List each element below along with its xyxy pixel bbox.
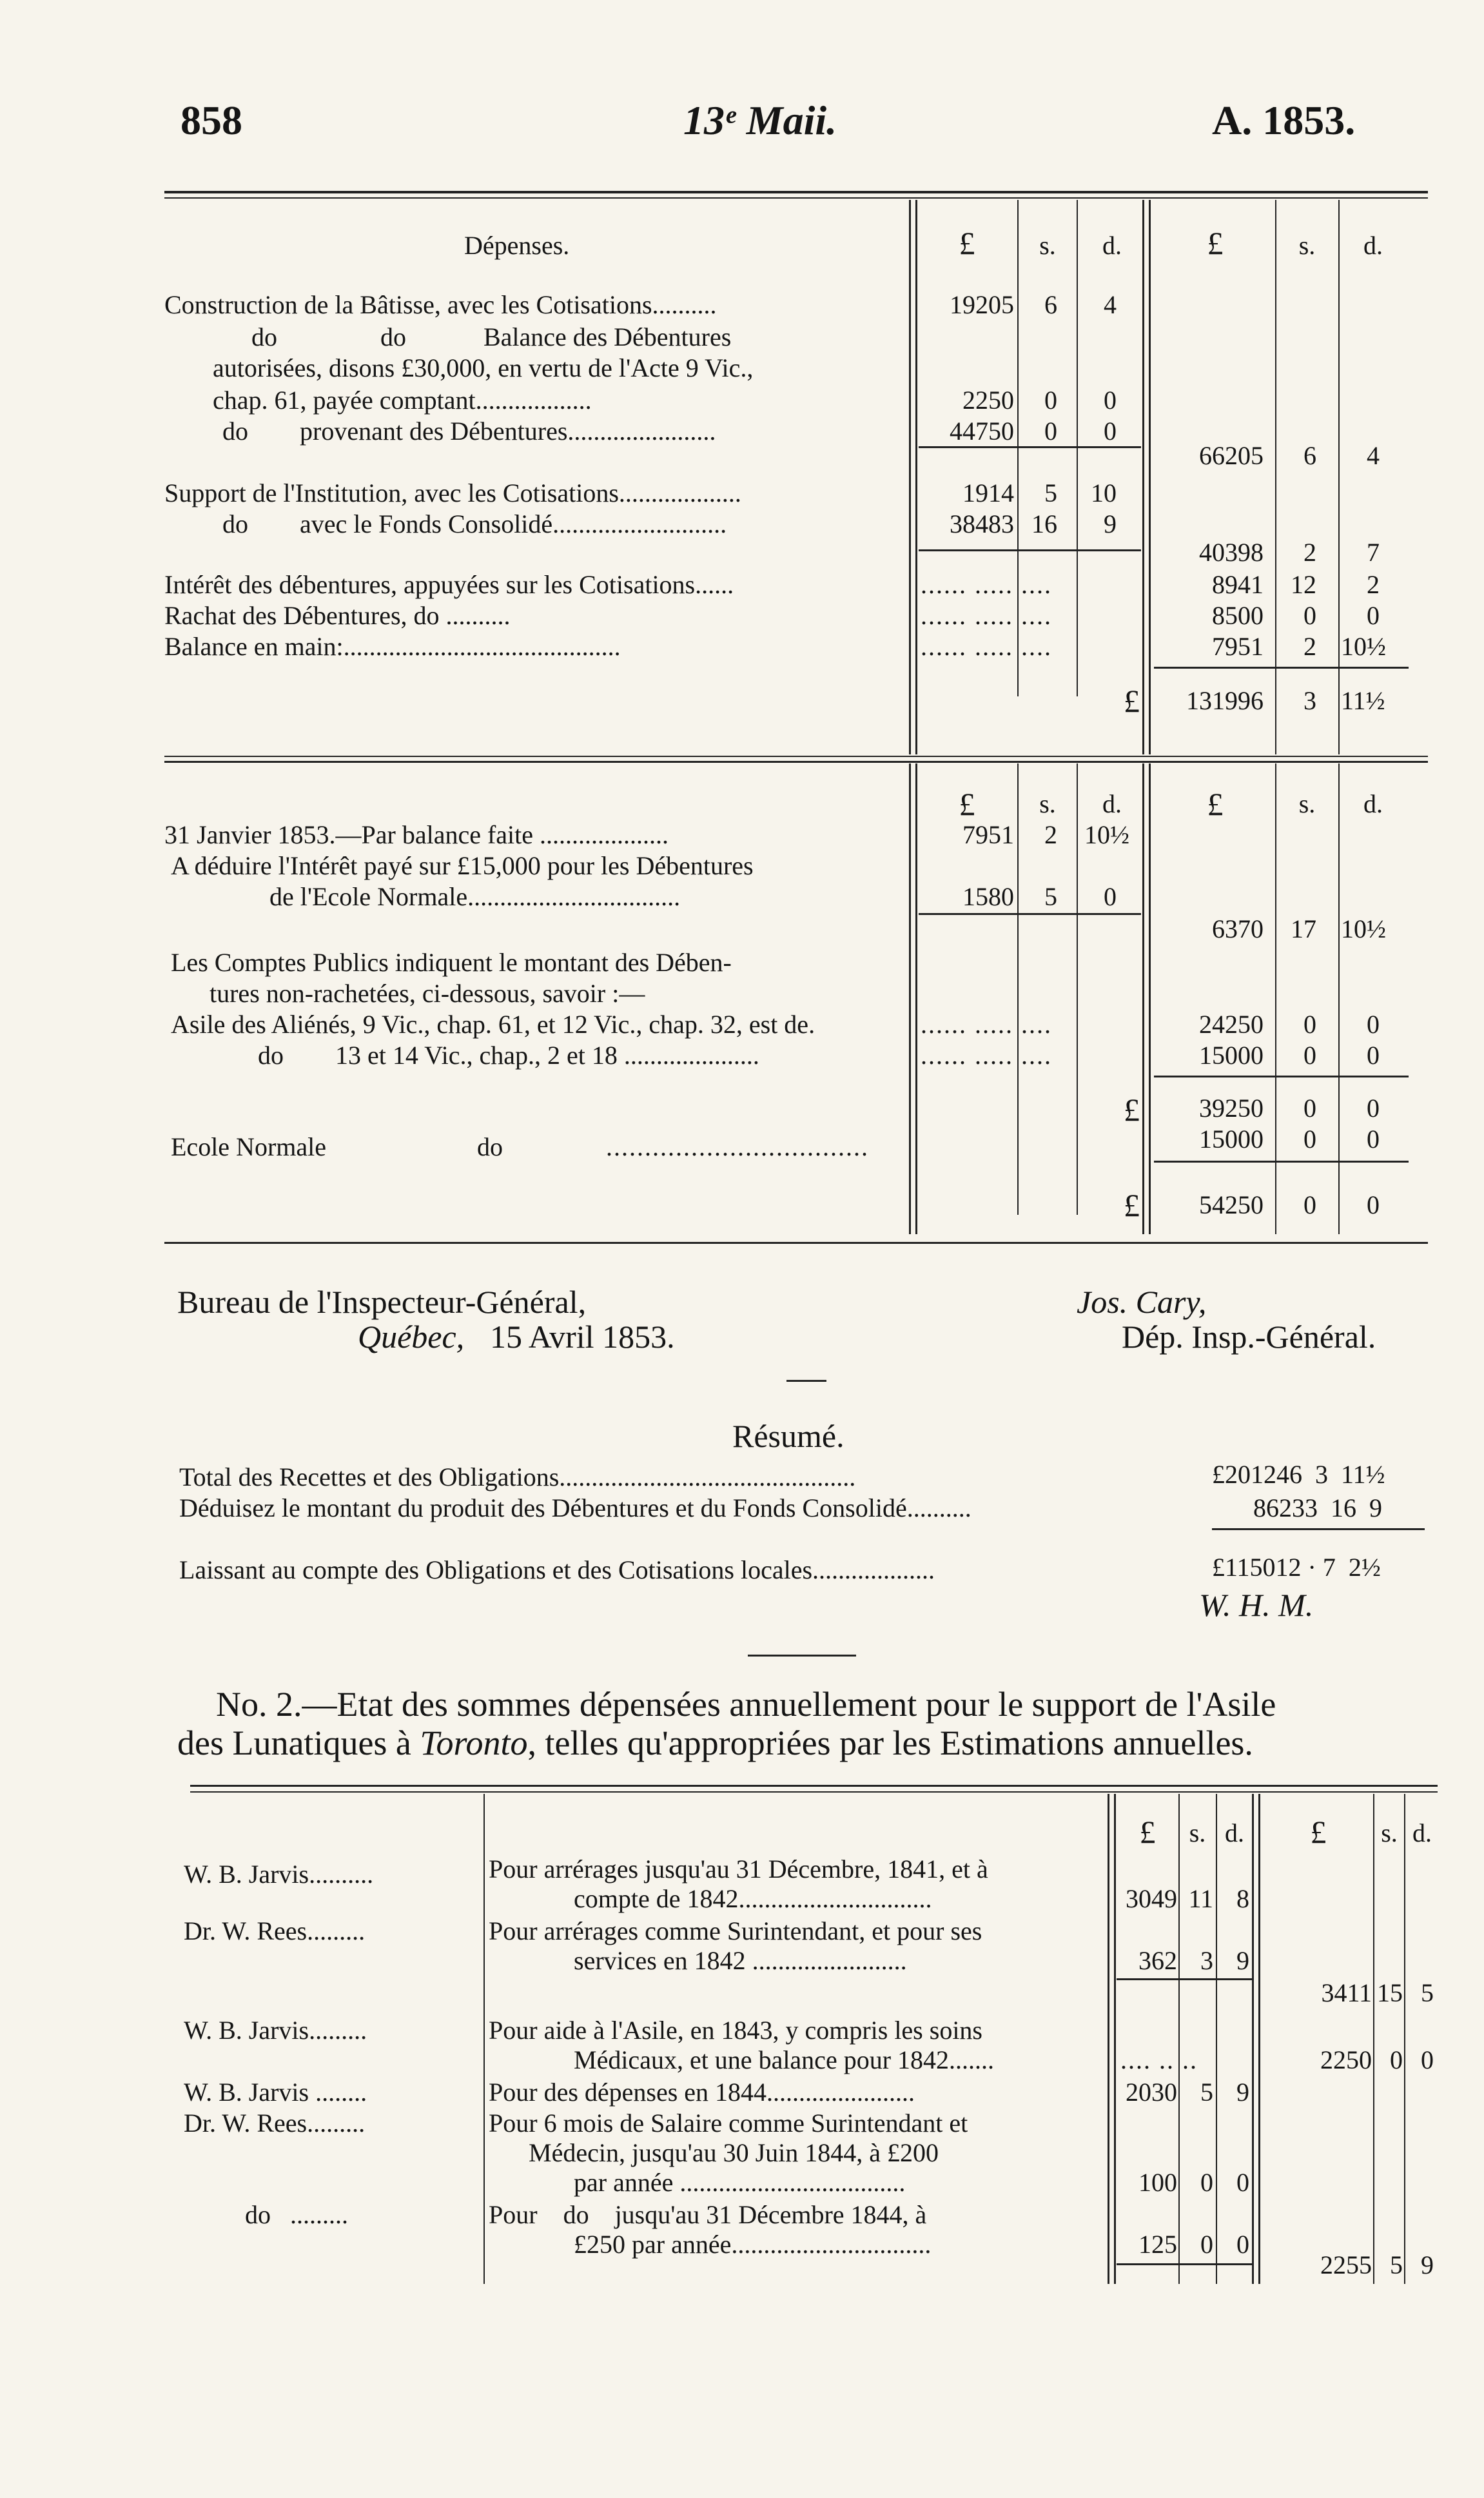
table2-cell: 24250 — [1199, 1010, 1264, 1039]
table1-row-label: Construction de la Bâtisse, avec les Cotisations.......... — [164, 290, 717, 319]
table3-row-desc: Médecin, jusqu'au 30 Juin 1844, à £200 — [529, 2138, 939, 2167]
separator-rule-2 — [748, 1655, 856, 1657]
table3-row-desc: Pour arrérages jusqu'au 31 Décembre, 1841, et à — [489, 1854, 988, 1883]
table3-col-shilling-b: s. — [1381, 1818, 1398, 1847]
table2-line1-label: 31 Janvier 1853.—Par balance faite .................... — [164, 820, 669, 849]
table2-leader: ...... ..... .... — [921, 1041, 1052, 1070]
resume-line3-value: £115012 · 7 2½ — [1212, 1553, 1381, 1582]
table3-top-rule — [190, 1785, 1438, 1787]
table3-col-pound-a: £ — [1139, 1814, 1156, 1850]
table3-cell: 15 — [1377, 1978, 1403, 2007]
table3-cell: 2250 — [1320, 2045, 1372, 2074]
table3-cell: 0 — [1200, 2230, 1213, 2259]
table3-vrule — [483, 1794, 485, 2284]
table2-vrule — [915, 763, 917, 1234]
table1-total-rule — [1154, 667, 1409, 669]
table2-cell: 10½ — [1341, 914, 1386, 943]
signature-office: Bureau de l'Inspecteur-Général, — [177, 1284, 587, 1320]
table2-line5-label: do 13 et 14 Vic., chap., 2 et 18 ..................... — [258, 1041, 759, 1070]
table2-cell: 0 — [1303, 1041, 1316, 1070]
table1-cell: 5 — [1044, 478, 1057, 507]
table1-leader: ...... ..... .... — [921, 632, 1052, 661]
resume-title: Résumé. — [732, 1418, 845, 1454]
table1-leader: ...... ..... .... — [921, 570, 1052, 599]
table2-cell: 0 — [1303, 1010, 1316, 1039]
table3-row-desc: Pour do jusqu'au 31 Décembre 1844, à — [489, 2200, 927, 2229]
table2-line6-do: do — [477, 1132, 503, 1161]
table3-cell: 3049 — [1126, 1884, 1177, 1913]
table1-row-label: chap. 61, payée comptant.................. — [213, 386, 592, 415]
table1-cell: 8941 — [1212, 570, 1264, 599]
resume-line1-value: £201246 3 11½ — [1212, 1460, 1385, 1489]
table1-row-label: Rachat des Débentures, do .......... — [164, 601, 511, 630]
table1-cell: 0 — [1367, 601, 1380, 630]
table2-subtotal-pence: 0 — [1367, 1094, 1380, 1123]
table2-cell: 7951 — [962, 820, 1014, 849]
table3-row-name: Dr. W. Rees......... — [184, 1916, 366, 1945]
table1-vrule — [915, 200, 917, 754]
table2-line6-label: Ecole Normale — [171, 1132, 326, 1161]
table3-row-desc: Pour aide à l'Asile, en 1843, y compris les soins — [489, 2016, 982, 2045]
table3-vrule — [1373, 1794, 1374, 2284]
table2-cell: 15000 — [1199, 1041, 1264, 1070]
table1-col-shilling-a: s. — [1039, 231, 1056, 260]
table1-cell: 7951 — [1212, 632, 1264, 661]
resume-line2-value: 86233 16 9 — [1253, 1493, 1382, 1522]
table1-cell: 12 — [1291, 570, 1316, 599]
table2-top-rule — [164, 761, 1428, 763]
section2-title-line2 — [177, 1723, 1253, 1763]
table3-row-desc: Pour 6 mois de Salaire comme Surintendant et — [489, 2109, 968, 2138]
table1-cell: 2 — [1303, 538, 1316, 567]
table2-leader: .................................. — [606, 1132, 869, 1161]
section2-title-italic: Toronto — [420, 1724, 528, 1762]
table1-top-rule — [164, 191, 1428, 193]
table1-total-shillings: 3 — [1303, 686, 1316, 715]
table1-col-pence-b: d. — [1363, 231, 1383, 260]
resume-line2-label: Déduisez le montant du produit des Débentures et du Fonds Consolidé.......... — [179, 1493, 971, 1522]
table1-total-pounds: 131996 — [1186, 686, 1264, 715]
table1-cell: 2250 — [962, 386, 1014, 415]
resume-line1-label: Total des Recettes et des Obligations.............................................. — [179, 1462, 856, 1491]
table1-bottom-rule — [164, 756, 1428, 757]
table2-total-currency: £ — [1124, 1187, 1140, 1223]
table2-line3b: tures non-rachetées, ci-dessous, savoir :— — [210, 979, 645, 1008]
table3-row-name: W. B. Jarvis......... — [184, 2016, 367, 2045]
table1-cell: 2 — [1303, 632, 1316, 661]
table2-vrule — [1275, 763, 1276, 1234]
table3-cell: 9 — [1421, 2250, 1434, 2279]
table1-subtotal-rule — [919, 446, 1141, 448]
table2-cell: 2 — [1044, 820, 1057, 849]
table1-cell: 6 — [1044, 290, 1057, 319]
table1-cell: 4 — [1104, 290, 1117, 319]
table3-vrule — [1108, 1794, 1109, 2284]
table1-cell: 8500 — [1212, 601, 1264, 630]
table2-line2b-label: de l'Ecole Normale................................. — [269, 882, 681, 911]
table2-col-pound-b: £ — [1207, 786, 1224, 822]
table3-vrule — [1252, 1794, 1254, 2284]
table3-col-pence-a: d. — [1225, 1818, 1244, 1847]
table3-cell: 0 — [1200, 2168, 1213, 2197]
table2-subtotal-currency: £ — [1124, 1092, 1140, 1128]
table3-cell: 0 — [1236, 2230, 1249, 2259]
table1-heading: Dépenses. — [464, 231, 570, 260]
table3-cell: 100 — [1138, 2168, 1177, 2197]
table1-total-currency: £ — [1124, 683, 1140, 719]
table1-subtotal-rule — [919, 549, 1141, 551]
table3-row-desc: Pour arrérages comme Surintendant, et pour ses — [489, 1916, 982, 1945]
table2-subtotal-pounds: 39250 — [1199, 1094, 1264, 1123]
page-number: 858 — [181, 97, 242, 143]
table3-cell: 2255 — [1320, 2250, 1372, 2279]
table3-vrule — [1258, 1794, 1260, 2284]
table1-cell: 0 — [1303, 601, 1316, 630]
signature-date: 15 Avril 1853. — [490, 1319, 675, 1355]
resume-initials: W. H. M. — [1199, 1587, 1314, 1623]
table2-cell: 0 — [1367, 1125, 1380, 1154]
table1-col-pence-a: d. — [1102, 231, 1122, 260]
signature-title: Dép. Insp.-Général. — [1122, 1319, 1376, 1355]
table2-line2a: A déduire l'Intérêt payé sur £15,000 pour les Débentures — [171, 851, 754, 880]
table1-row-label: do avec le Fonds Consolidé........................... — [222, 509, 727, 538]
table1-col-pound-a: £ — [959, 225, 975, 261]
table1-leader: ...... ..... .... — [921, 601, 1052, 630]
table1-vrule — [909, 200, 911, 754]
table3-row-desc: par année ................................... — [574, 2168, 906, 2197]
table2-col-shilling-b: s. — [1298, 789, 1316, 818]
table3-vrule — [1216, 1794, 1217, 2284]
table3-cell: 9 — [1236, 2078, 1249, 2107]
table2-line3a: Les Comptes Publics indiquent le montant des Dében- — [171, 948, 732, 977]
table2-cell: 0 — [1303, 1125, 1316, 1154]
table3-cell: 8 — [1236, 1884, 1249, 1913]
table2-subtotal-rule — [919, 913, 1141, 915]
table3-cell: 362 — [1138, 1946, 1177, 1975]
table1-row-label: Support de l'Institution, avec les Cotisations................... — [164, 478, 741, 507]
table3-cell: 3411 — [1321, 1978, 1372, 2007]
table2-cell: 15000 — [1199, 1125, 1264, 1154]
table3-row-name: W. B. Jarvis ........ — [184, 2078, 367, 2107]
table1-cell: 0 — [1104, 417, 1117, 446]
table3-leader: .... .. .. — [1120, 2045, 1198, 2074]
table3-cell: 5 — [1390, 2250, 1403, 2279]
table1-cell: 0 — [1044, 386, 1057, 415]
table1-row-label: autorisées, disons £30,000, en vertu de l'Acte 9 Vic., — [213, 353, 754, 382]
table3-cell: 0 — [1421, 2045, 1434, 2074]
table3-row-desc: compte de 1842.............................. — [574, 1884, 932, 1913]
table1-vrule — [1077, 200, 1078, 696]
table1-row-label: do do Balance des Débentures — [251, 322, 732, 351]
table1-top-rule-2 — [164, 197, 1428, 199]
table3-col-pound-b: £ — [1310, 1814, 1327, 1850]
table3-row-name: Dr. W. Rees......... — [184, 2109, 366, 2138]
separator-rule — [786, 1380, 826, 1382]
table2-vrule — [909, 763, 911, 1234]
resume-rule — [1212, 1528, 1425, 1530]
table3-cell: 0 — [1390, 2045, 1403, 2074]
table3-subtotal-rule — [1117, 2263, 1252, 2265]
table1-vrule — [1142, 200, 1144, 754]
header-date: 13ᵉ Maii. — [683, 97, 837, 143]
table1-col-shilling-b: s. — [1298, 231, 1316, 260]
table2-total-pounds: 54250 — [1199, 1190, 1264, 1219]
table2-cell: 0 — [1367, 1010, 1380, 1039]
table1-row-label: Intérêt des débentures, appuyées sur les Cotisations...... — [164, 570, 734, 599]
table2-cell: 6370 — [1212, 914, 1264, 943]
table2-total-rule — [1154, 1161, 1409, 1163]
table1-cell: 7 — [1367, 538, 1380, 567]
table1-cell: 38483 — [950, 509, 1014, 538]
table1-vrule — [1338, 200, 1340, 754]
table2-total-shillings: 0 — [1303, 1190, 1316, 1219]
table3-col-pence-b: d. — [1412, 1818, 1432, 1847]
table1-row-label: do provenant des Débentures....................... — [222, 417, 716, 446]
table2-cell: 17 — [1291, 914, 1316, 943]
table3-cell: 2030 — [1126, 2078, 1177, 2107]
table3-row-desc: Pour des dépenses en 1844....................... — [489, 2078, 915, 2107]
table2-bottom-rule — [164, 1242, 1428, 1244]
table1-cell: 0 — [1104, 386, 1117, 415]
table3-col-shilling-a: s. — [1189, 1818, 1206, 1847]
table3-row-desc: Médicaux, et une balance pour 1842....... — [574, 2045, 995, 2074]
table1-cell: 1914 — [962, 478, 1014, 507]
table3-cell: 11 — [1188, 1884, 1213, 1913]
table1-cell: 19205 — [950, 290, 1014, 319]
table3-top-rule-2 — [190, 1791, 1438, 1793]
table2-col-pence-b: d. — [1363, 789, 1383, 818]
table1-total-pence: 11½ — [1341, 686, 1385, 715]
table2-cell: 5 — [1044, 882, 1057, 911]
table3-row-desc: services en 1842 ........................ — [574, 1946, 907, 1975]
section2-title-part1: des Lunatiques à — [177, 1724, 420, 1762]
table3-row-name: do ......... — [245, 2200, 348, 2229]
resume-line3-label: Laissant au compte des Obligations et des Cotisations locales................... — [179, 1555, 935, 1584]
table3-row-desc: £250 par année............................... — [574, 2230, 932, 2259]
table1-col-pound-b: £ — [1207, 225, 1224, 261]
section2-title-line1: No. 2.—Etat des sommes dépensées annuellement pour le support de l'Asile — [216, 1685, 1276, 1724]
table1-cell: 10½ — [1341, 632, 1386, 661]
table2-vrule — [1149, 763, 1151, 1234]
table1-cell: 2 — [1367, 570, 1380, 599]
section2-title-part2: , telles qu'appropriées par les Estimations annuelles. — [527, 1724, 1253, 1762]
table1-cell: 16 — [1031, 509, 1057, 538]
table2-col-shilling-a: s. — [1039, 789, 1056, 818]
header-year: A. 1853. — [1212, 97, 1356, 143]
table1-vrule — [1149, 200, 1151, 754]
table2-leader: ...... ..... .... — [921, 1010, 1052, 1039]
table1-cell: 9 — [1104, 509, 1117, 538]
signature-place: Québec, — [358, 1319, 465, 1355]
table2-vrule — [1142, 763, 1144, 1234]
table3-vrule — [1404, 1794, 1405, 2284]
table3-row-name: W. B. Jarvis.......... — [184, 1860, 374, 1889]
table3-cell: 0 — [1236, 2168, 1249, 2197]
table1-vrule — [1275, 200, 1276, 754]
table1-cell: 4 — [1367, 441, 1380, 470]
table1-cell: 0 — [1044, 417, 1057, 446]
table1-cell: 6 — [1303, 441, 1316, 470]
table3-cell: 9 — [1236, 1946, 1249, 1975]
table1-cell: 40398 — [1199, 538, 1264, 567]
table2-subtotal-shillings: 0 — [1303, 1094, 1316, 1123]
table2-cell: 1580 — [962, 882, 1014, 911]
table1-row-label: Balance en main:........................................... — [164, 632, 621, 661]
table3-vrule — [1114, 1794, 1116, 2284]
table3-cell: 125 — [1138, 2230, 1177, 2259]
table2-cell: 10½ — [1084, 820, 1129, 849]
table2-subtotal-rule — [1154, 1076, 1409, 1077]
table1-cell: 66205 — [1199, 441, 1264, 470]
table3-cell: 3 — [1200, 1946, 1213, 1975]
signature-name: Jos. Cary, — [1077, 1284, 1207, 1320]
table2-col-pence-a: d. — [1102, 789, 1122, 818]
table2-total-pence: 0 — [1367, 1190, 1380, 1219]
table1-cell: 10 — [1091, 478, 1117, 507]
table3-subtotal-rule — [1117, 1978, 1252, 1980]
table2-cell: 0 — [1104, 882, 1117, 911]
table2-line4-label: Asile des Aliénés, 9 Vic., chap. 61, et 12 Vic., chap. 32, est de. — [171, 1010, 815, 1039]
table2-cell: 0 — [1367, 1041, 1380, 1070]
table1-cell: 44750 — [950, 417, 1014, 446]
table3-cell: 5 — [1200, 2078, 1213, 2107]
table2-vrule — [1338, 763, 1340, 1234]
table3-cell: 5 — [1421, 1978, 1434, 2007]
table2-col-pound-a: £ — [959, 786, 975, 822]
table3-vrule — [1178, 1794, 1180, 2284]
